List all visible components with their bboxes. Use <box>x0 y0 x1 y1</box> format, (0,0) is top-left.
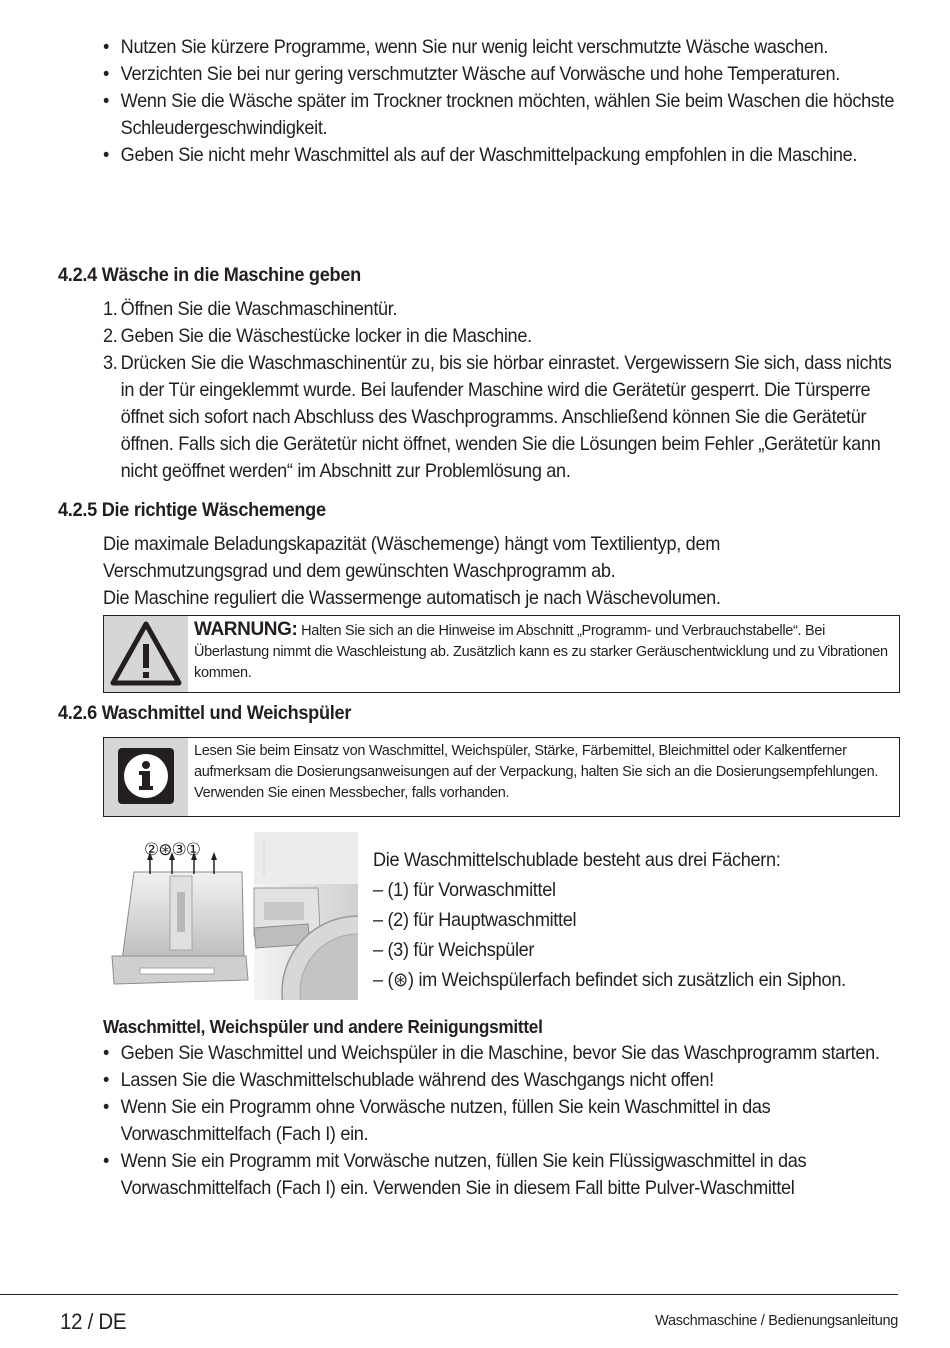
drawer-line: – (1) für Vorwaschmittel <box>373 879 556 901</box>
bullet: • <box>103 36 110 58</box>
list-item: 2. Geben Sie die Wäschestücke locker in die Maschine. <box>103 325 532 347</box>
section-heading: 4.2.5 Die richtige Wäschemenge <box>58 499 326 521</box>
paragraph-line: Die maximale Beladungskapazität (Wäschemenge) hängt vom Textilientyp, dem <box>103 533 720 555</box>
list-item: • Wenn Sie die Wäsche später im Trockner trocknen möchten, wählen Sie beim Waschen die höchste Schleudergeschwindigkeit. <box>103 90 895 139</box>
detergent-drawer-illustration <box>104 832 358 1000</box>
energy-tips-list <box>103 34 903 169</box>
list-item: 1. Öffnen Sie die Waschmaschinentür. <box>103 298 398 320</box>
paragraph-line: Die Maschine reguliert die Wassermenge automatisch je nach Wäschevolumen. <box>103 587 721 609</box>
warning-text: WARNUNG: Halten Sie sich an die Hinweise im Abschnitt „Programm- und Verbrauchstabelle“. Bei Überlastung nimmt die Waschleistung ab. Zusätzlich kann es zu starker Geräuschentwicklung und zu Vibrationen kommen. <box>194 619 888 681</box>
drawer-line: – (⊛) im Weichspülerfach befindet sich zusätzlich ein Siphon. <box>373 969 846 991</box>
warning-icon-cell <box>104 616 188 692</box>
subsection-heading: Waschmittel, Weichspüler und andere Reinigungsmittel <box>103 1016 543 1037</box>
list-item: • Wenn Sie ein Programm mit Vorwäsche nutzen, füllen Sie kein Flüssigwaschmittel in das Vorwaschmittelfach (Fach I) ein. Verwenden Sie in diesem Fall bitte Pulver-Waschmittel <box>103 1150 807 1199</box>
bullet: • <box>103 90 110 112</box>
bullet: • <box>103 63 110 85</box>
paragraph-line: Verschmutzungsgrad und dem gewünschten Waschprogramm ab. <box>103 560 616 582</box>
figure-labels <box>144 841 200 859</box>
drawer-line: – (2) für Hauptwaschmittel <box>373 909 577 931</box>
drawer-line: – (3) für Weichspüler <box>373 939 535 961</box>
list-item: • Wenn Sie ein Programm ohne Vorwäsche nutzen, füllen Sie kein Waschmittel in das Vorwaschmittelfach (Fach I) ein. <box>103 1096 771 1145</box>
list-item: • Nutzen Sie kürzere Programme, wenn Sie nur wenig leicht verschmutzte Wäsche waschen. <box>103 34 920 61</box>
info-icon-cell <box>104 738 188 816</box>
footer-divider <box>0 1294 898 1295</box>
figure-label: ② <box>144 840 159 860</box>
bullet: • <box>103 144 110 166</box>
section-heading: 4.2.4 Wäsche in die Maschine geben <box>58 264 361 286</box>
warning-box <box>103 615 900 693</box>
list-item: • Geben Sie Waschmittel und Weichspüler in die Maschine, bevor Sie das Waschprogramm starten. <box>103 1040 920 1067</box>
figure-label: ① <box>185 840 200 860</box>
bullet: • <box>103 1042 110 1064</box>
list-item: • Geben Sie nicht mehr Waschmittel als auf der Waschmittelpackung empfohlen in die Maschine. <box>103 142 920 169</box>
page-number: 12 / DE <box>60 1309 127 1334</box>
list-item: • Verzichten Sie bei nur gering verschmutzter Wäsche auf Vorwäsche und hohe Temperaturen. <box>103 61 920 88</box>
loading-steps-list <box>103 296 950 485</box>
bullet: • <box>103 1069 110 1091</box>
detergent-tips-list <box>103 1040 903 1202</box>
list-item: • Lassen Sie die Waschmittelschublade während des Waschgangs nicht offen! <box>103 1067 920 1094</box>
figure-label: ⊛ <box>158 840 172 860</box>
warning-label: WARNUNG: <box>194 619 298 640</box>
bullet: • <box>103 1096 110 1118</box>
info-icon <box>104 738 188 816</box>
info-text: Lesen Sie beim Einsatz von Waschmittel, Weichspüler, Stärke, Färbemittel, Bleichmittel oder Kalkentferner aufmerksam die Dosierungsanweisungen auf der Verpackung, halten Sie sich an die Dosierungsempfehlungen. Verwenden Sie einen Messbecher, falls vorhanden. <box>194 743 879 801</box>
document-title: Waschmaschine / Bedienungsanleitung <box>655 1313 898 1329</box>
detergent-drawer-figure <box>104 832 358 1000</box>
figure-label: ③ <box>171 840 186 860</box>
warning-triangle-icon <box>104 616 188 692</box>
section-heading: 4.2.6 Waschmittel und Weichspüler <box>58 702 352 724</box>
info-box <box>103 737 900 817</box>
list-item: 3. Drücken Sie die Waschmaschinentür zu, bis sie hörbar einrastet. Vergewissern Sie sich, dass nichts in der Tür eingeklemmt wurde. Bei laufender Maschine wird die Gerätetür gesperrt. Die Türsperre öffnet sich sofort nach Abschluss des Waschprogramms. Anschließend können Sie die Gerätetür öffnen. Falls sich die Gerätetür nicht öffnet, wenden Sie die Lösungen beim Fehler „Gerätetür kann nicht geöffnet werden“ im Abschnitt zur Problemlösung an. <box>103 352 892 482</box>
bullet: • <box>103 1150 110 1172</box>
drawer-description <box>373 845 846 995</box>
drawer-line: Die Waschmittelschublade besteht aus drei Fächern: <box>373 849 781 871</box>
